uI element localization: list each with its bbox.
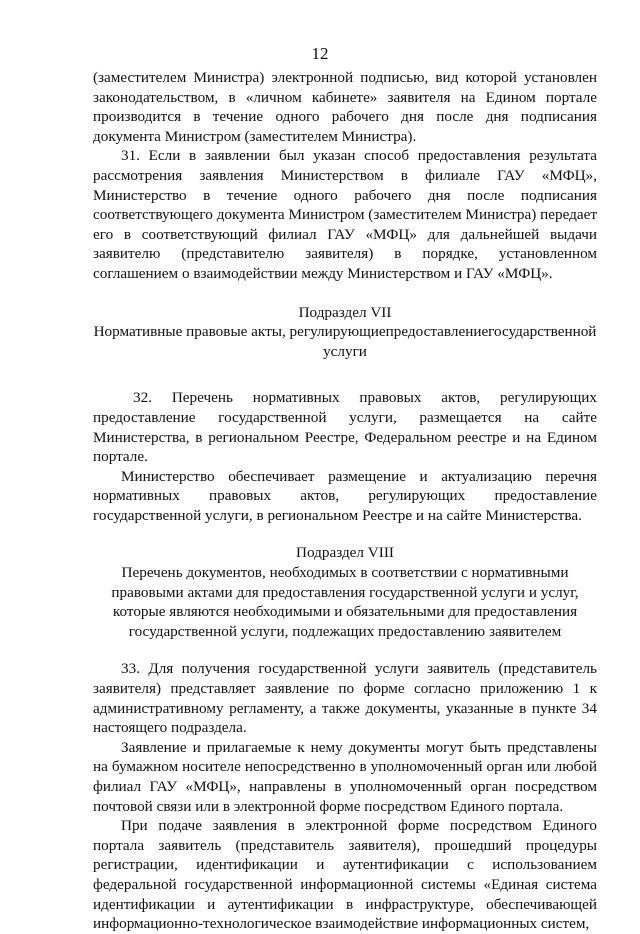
paragraph-33-electronic: При подаче заявления в электронной форме посредством Единого портала заявитель (представитель заявителя), прошедший процедуры регистрации, идентификации и аутентификации с использованием федеральной государственной информационной системы «Единая система идентификации и аутентификации в инфраструктуре, обеспечивающей информационно-технологическое взаимодействие информационных систем,: [93, 817, 597, 933]
spacer: [93, 284, 597, 303]
section-7-subtitle: Нормативные правовые акты, регулирующиепредоставлениегосударственной услуги: [93, 323, 597, 360]
paragraph-31: 31. Если в заявлении был указан способ предоставления результата рассмотрения заявления Министерством в филиале ГАУ «МФЦ», Министерство в течение одного рабочего дня после подписания соответствующего документа Министром (заместителем Министра) передает его в соответствующий филиал ГАУ «МФЦ» для дальнейшей выдачи заявителю (представителю заявителя) в порядке, установленном соглашением о взаимодействии между Министерством и ГАУ «МФЦ».: [93, 147, 597, 282]
paragraph-32-continued: Министерство обеспечивает размещение и актуализацию перечня нормативных правовых актов, регулирующих предоставление государственной услуги, в региональном Реестре и на сайте Министерства.: [93, 467, 597, 524]
paragraph-continuation: (заместителем Министра) электронной подписью, вид которой установлен законодательством, в «личном кабинете» заявителя на Едином портале производится в течение одного рабочего дня после дня подписания документа Министром (заместителем Министра).: [93, 69, 597, 145]
page-number: 12: [311, 44, 329, 63]
paragraph-32: 32. Перечень нормативных правовых актов, регулирующих предоставление государственной услуги, размещается на сайте Министерства, в региональном Реестре, Федеральном реестре и на Едином портале.: [93, 389, 597, 466]
document-body: [93, 68, 597, 934]
section-8-subtitle: Перечень документов, необходимых в соответствии с нормативными правовыми актами для предоставления государственной услуги и услуг, которые являются необходимыми и обязательными для предоставления государственной услуги, подлежащих предоставлению заявителем: [111, 564, 579, 640]
section-8-title: Подраздел VIII: [296, 544, 394, 562]
spacer: [93, 525, 597, 543]
section-7-title: Подраздел VII: [298, 303, 392, 321]
spacer: [93, 641, 597, 659]
paragraph-33: 33. Для получения государственной услуги заявитель (представитель заявителя) представляет заявление по форме согласно приложению 1 к административному регламенту, а также документы, указанные в пункте 34 настоящего подраздела.: [93, 660, 597, 737]
paragraph-33-continued: Заявление и прилагаемые к нему документы могут быть представлены на бумажном носителе непосредственно в уполномоченный орган или любой филиал ГАУ «МФЦ», направлены в уполномоченный орган посредством почтовой связи или в электронной форме посредством Единого портала.: [93, 738, 597, 815]
spacer: [93, 361, 597, 388]
